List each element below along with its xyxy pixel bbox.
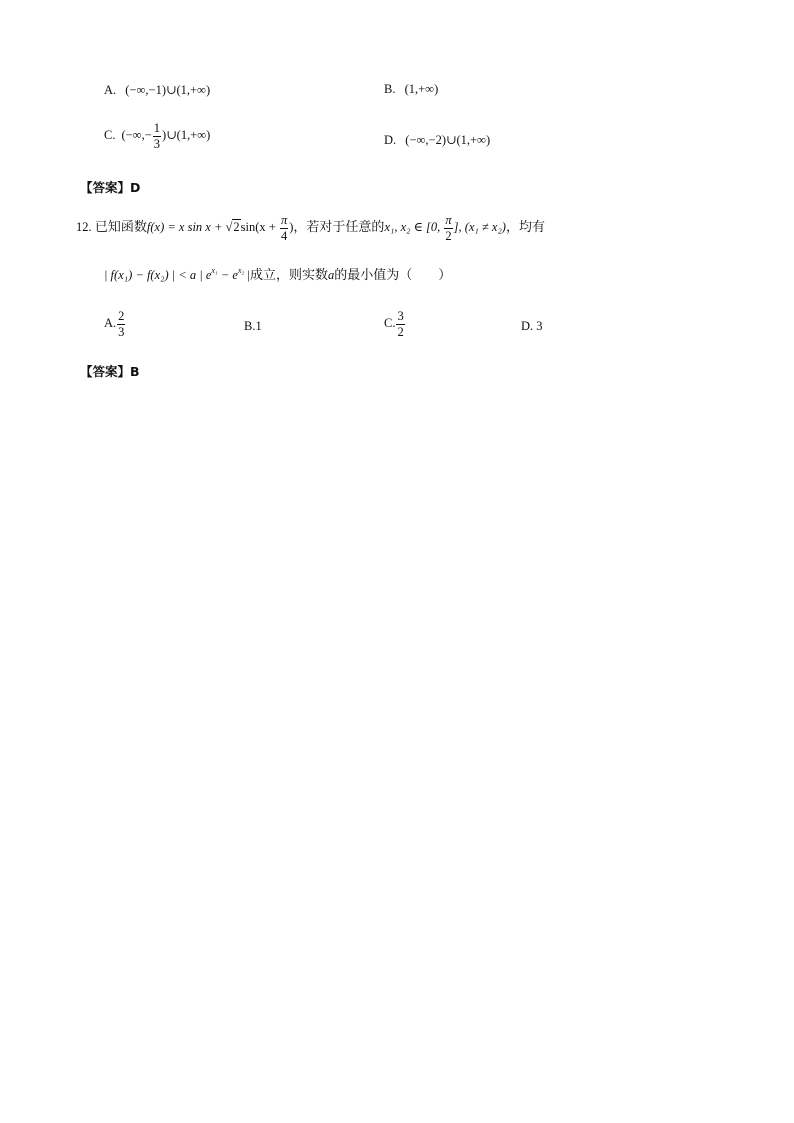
q12-x-vars: x₁, x₂ ∈ [0, [384,219,444,234]
q12-stem-line-2 [104,264,451,283]
q11-option-c-fraction [153,122,161,150]
q12-exponent-1: x₁ [211,266,218,275]
q12-minus-e: − e [217,268,238,282]
q12-option-d: D. 3 [521,319,543,333]
q12-option-a-label: A. [104,315,117,330]
q12-sqrt-arg: 2 [233,219,240,234]
q11-option-c-prefix: (−∞,− [121,127,152,142]
q12-inequality-part-3: | [244,268,250,282]
q12-pi-over-4 [280,214,288,242]
q12-close-paren: ) [289,219,294,234]
q11-option-b [384,82,438,97]
q12-sin-part: sin(x + [240,219,279,234]
q11-option-c-numerator: 1 [153,121,161,135]
q12-inequality-part-1: | f(x₁) − f(x₂) | < [104,268,190,282]
q12-option-a [104,310,126,338]
q12-option-c-label: C. [384,315,396,330]
q11-option-a [104,82,210,98]
q12-condition: ], (x₁ ≠ x₂) [453,219,506,234]
q12-pi-numerator: π [280,213,288,227]
q12-option-c-numerator: 3 [397,309,404,323]
q11-option-a-label: A. [104,83,117,97]
q11-option-b-math: (1,+∞) [404,82,439,96]
q12-option-c-denominator: 2 [397,324,404,339]
q11-option-c-suffix: )∪(1,+∞) [162,127,211,142]
q12-stem-line-1 [76,214,545,242]
q12-end-text: ，均有 [505,219,545,235]
q12-a-variable-2: a [327,268,335,282]
q12-pi-over-2 [444,214,452,242]
q12-text-1: 成立，则实数 [249,268,328,283]
q12-exponent-2: x₂ [237,266,245,275]
q11-option-d-label: D. [384,133,397,147]
q12-inequality-part-2: | e [196,268,212,282]
q11-option-d-math: (−∞,−2)∪(1,+∞) [405,133,491,147]
q12-option-a-numerator: 2 [118,309,125,323]
q12-option-c [384,310,406,338]
q12-function: f(x) = x sin x + [146,219,226,234]
q11-option-d [384,132,490,148]
q12-two-denominator: 2 [445,228,452,243]
q12-a-variable: a [189,268,197,282]
q12-option-c-fraction [396,310,404,338]
q11-option-c [104,122,210,150]
q11-option-a-math: (−∞,−1)∪(1,+∞) [125,83,211,97]
q11-option-c-denominator: 3 [153,136,161,151]
q12-sqrt: √2 [225,219,240,234]
q12-mid-text: ，若对于任意的 [293,219,385,235]
q12-text-2: 的最小值为（ ） [334,268,452,283]
q12-four-denominator: 4 [280,228,288,243]
q11-answer: 【答案】D [80,180,141,195]
q12-option-b: B.1 [244,319,262,333]
q12-number: 12. [76,219,92,234]
q11-option-c-label: C. [104,127,116,142]
q12-intro: 已知函数 [94,219,147,235]
q11-option-b-label: B. [384,82,396,96]
q12-answer: 【答案】B [80,364,140,379]
q12-pi2-numerator: π [445,213,452,227]
q12-option-a-fraction [117,310,125,338]
q12-option-a-denominator: 3 [118,324,125,339]
